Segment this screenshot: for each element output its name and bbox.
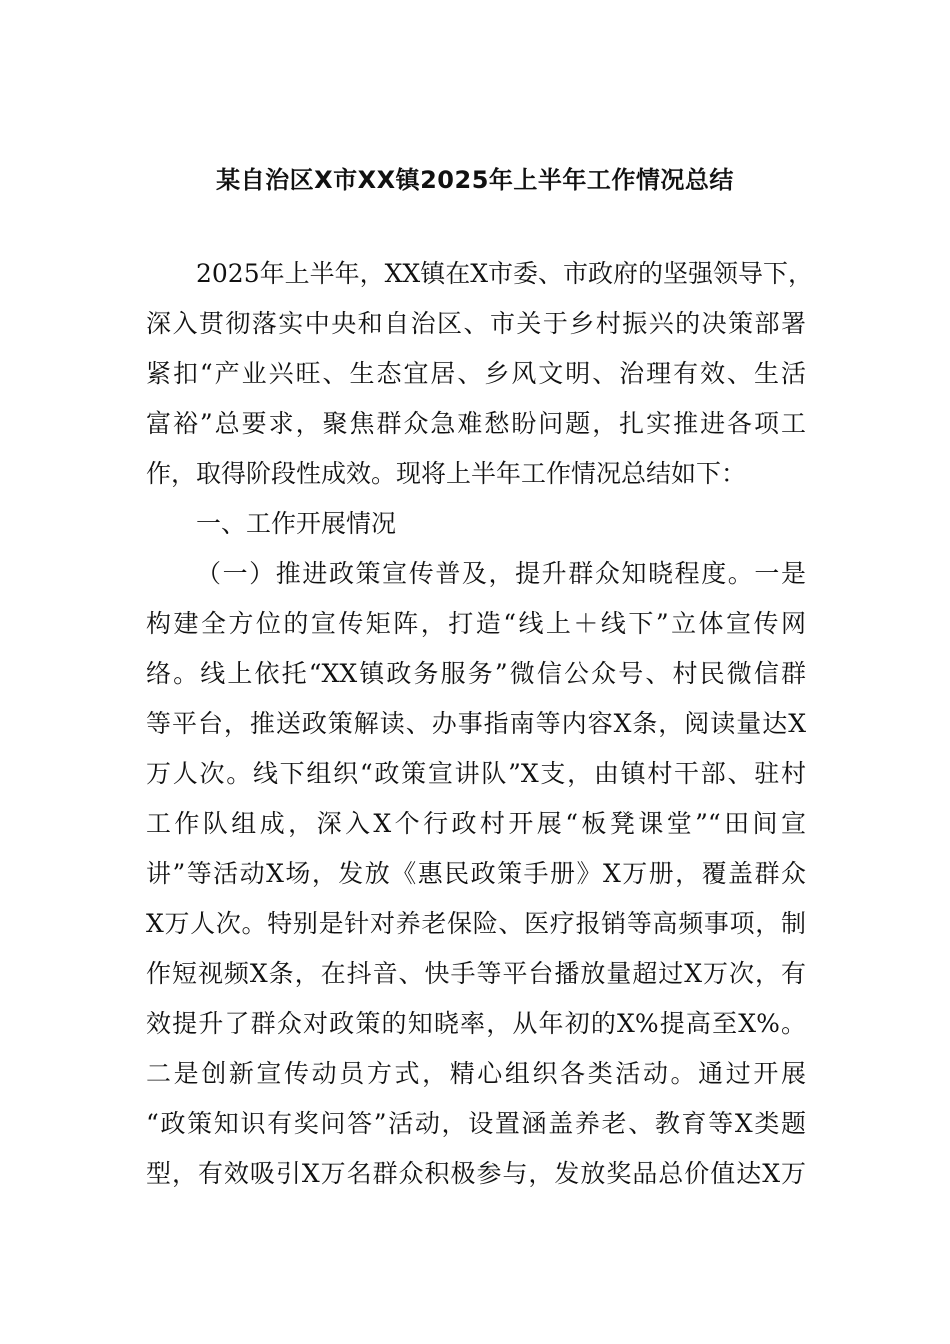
paragraph-line: 型，有效吸引X万名群众积极参与，发放奖品总价值达X万 bbox=[146, 1159, 806, 1188]
paragraph-line: 2025年上半年，XX镇在X市委、市政府的坚强领导下， bbox=[196, 259, 814, 288]
section-heading: 一、工作开展情况 bbox=[196, 509, 397, 538]
paragraph-line: （一）推进政策宣传普及，提升群众知晓程度。一是 bbox=[196, 559, 806, 588]
document-title: 某自治区X市XX镇2025年上半年工作情况总结 bbox=[216, 166, 734, 194]
paragraph-line: 二是创新宣传动员方式，精心组织各类活动。通过开展 bbox=[146, 1059, 806, 1088]
paragraph-line: 络。线上依托“XX镇政务服务”微信公众号、村民微信群 bbox=[146, 659, 806, 688]
paragraph-line: 讲”等活动X场，发放《惠民政策手册》X万册，覆盖群众 bbox=[146, 859, 806, 888]
paragraph-line: 作，取得阶段性成效。现将上半年工作情况总结如下： bbox=[146, 459, 747, 488]
paragraph-line: 作短视频X条，在抖音、快手等平台播放量超过X万次，有 bbox=[146, 959, 806, 988]
paragraph-line: 构建全方位的宣传矩阵，打造“线上＋线下”立体宣传网 bbox=[146, 609, 806, 638]
paragraph-line: X万人次。特别是针对养老保险、医疗报销等高频事项，制 bbox=[146, 909, 806, 938]
paragraph-line: 效提升了群众对政策的知晓率，从年初的X%提高至X%。 bbox=[146, 1009, 806, 1038]
paragraph-line: 富裕”总要求，聚焦群众急难愁盼问题，扎实推进各项工 bbox=[146, 409, 806, 438]
paragraph-line: 深入贯彻落实中央和自治区、市关于乡村振兴的决策部署 bbox=[146, 309, 806, 338]
paragraph-line: 工作队组成，深入X个行政村开展“板凳课堂”“田间宣 bbox=[146, 809, 806, 838]
paragraph-line: “政策知识有奖问答”活动，设置涵盖养老、教育等X类题 bbox=[146, 1109, 806, 1138]
paragraph-line: 紧扣“产业兴旺、生态宜居、乡风文明、治理有效、生活 bbox=[146, 359, 806, 388]
paragraph-line: 等平台，推送政策解读、办事指南等内容X条，阅读量达X bbox=[146, 709, 806, 738]
paragraph-line: 万人次。线下组织“政策宣讲队”X支，由镇村干部、驻村 bbox=[146, 759, 806, 788]
